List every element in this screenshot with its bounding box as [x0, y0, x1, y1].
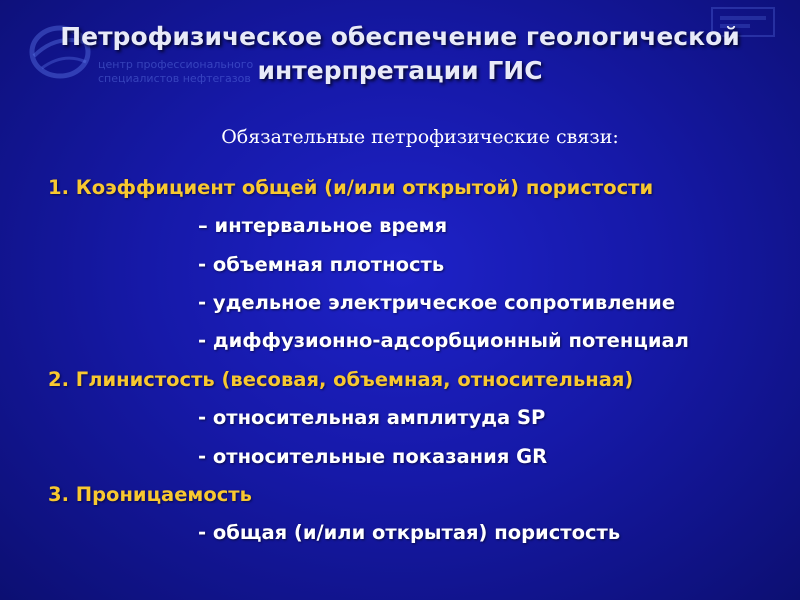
list-heading-clay-content: 2. Глинистость (весовая, объемная, относительная)	[48, 368, 634, 391]
list-subitem: - общая (и/или открытая) пористость	[198, 521, 621, 544]
logo-text-line-2: специалистов нефтегазов	[98, 72, 251, 85]
list-heading-porosity: 1. Коэффициент общей (и/или открытой) пористости	[48, 176, 654, 199]
list-heading-permeability: 3. Проницаемость	[48, 483, 252, 506]
list-subitem: - относительная амплитуда SP	[198, 406, 546, 429]
list-subitem: - удельное электрическое сопротивление	[198, 291, 676, 314]
slide-title-line-2: интерпретации ГИС	[257, 56, 543, 85]
list-subitem: - объемная плотность	[198, 253, 445, 276]
slide-title	[60, 20, 740, 88]
slide-title-line-1: Петрофизическое обеспечение геологической	[60, 22, 740, 51]
slide-subtitle: Обязательные петрофизические связи:	[221, 126, 619, 148]
list-subitem: - относительные показания GR	[198, 445, 548, 468]
list-subitem: - диффузионно-адсорбционный потенциал	[198, 329, 689, 352]
logo-text-line-1: центр профессионального	[98, 58, 254, 71]
list-subitem: – интервальное время	[198, 214, 448, 237]
